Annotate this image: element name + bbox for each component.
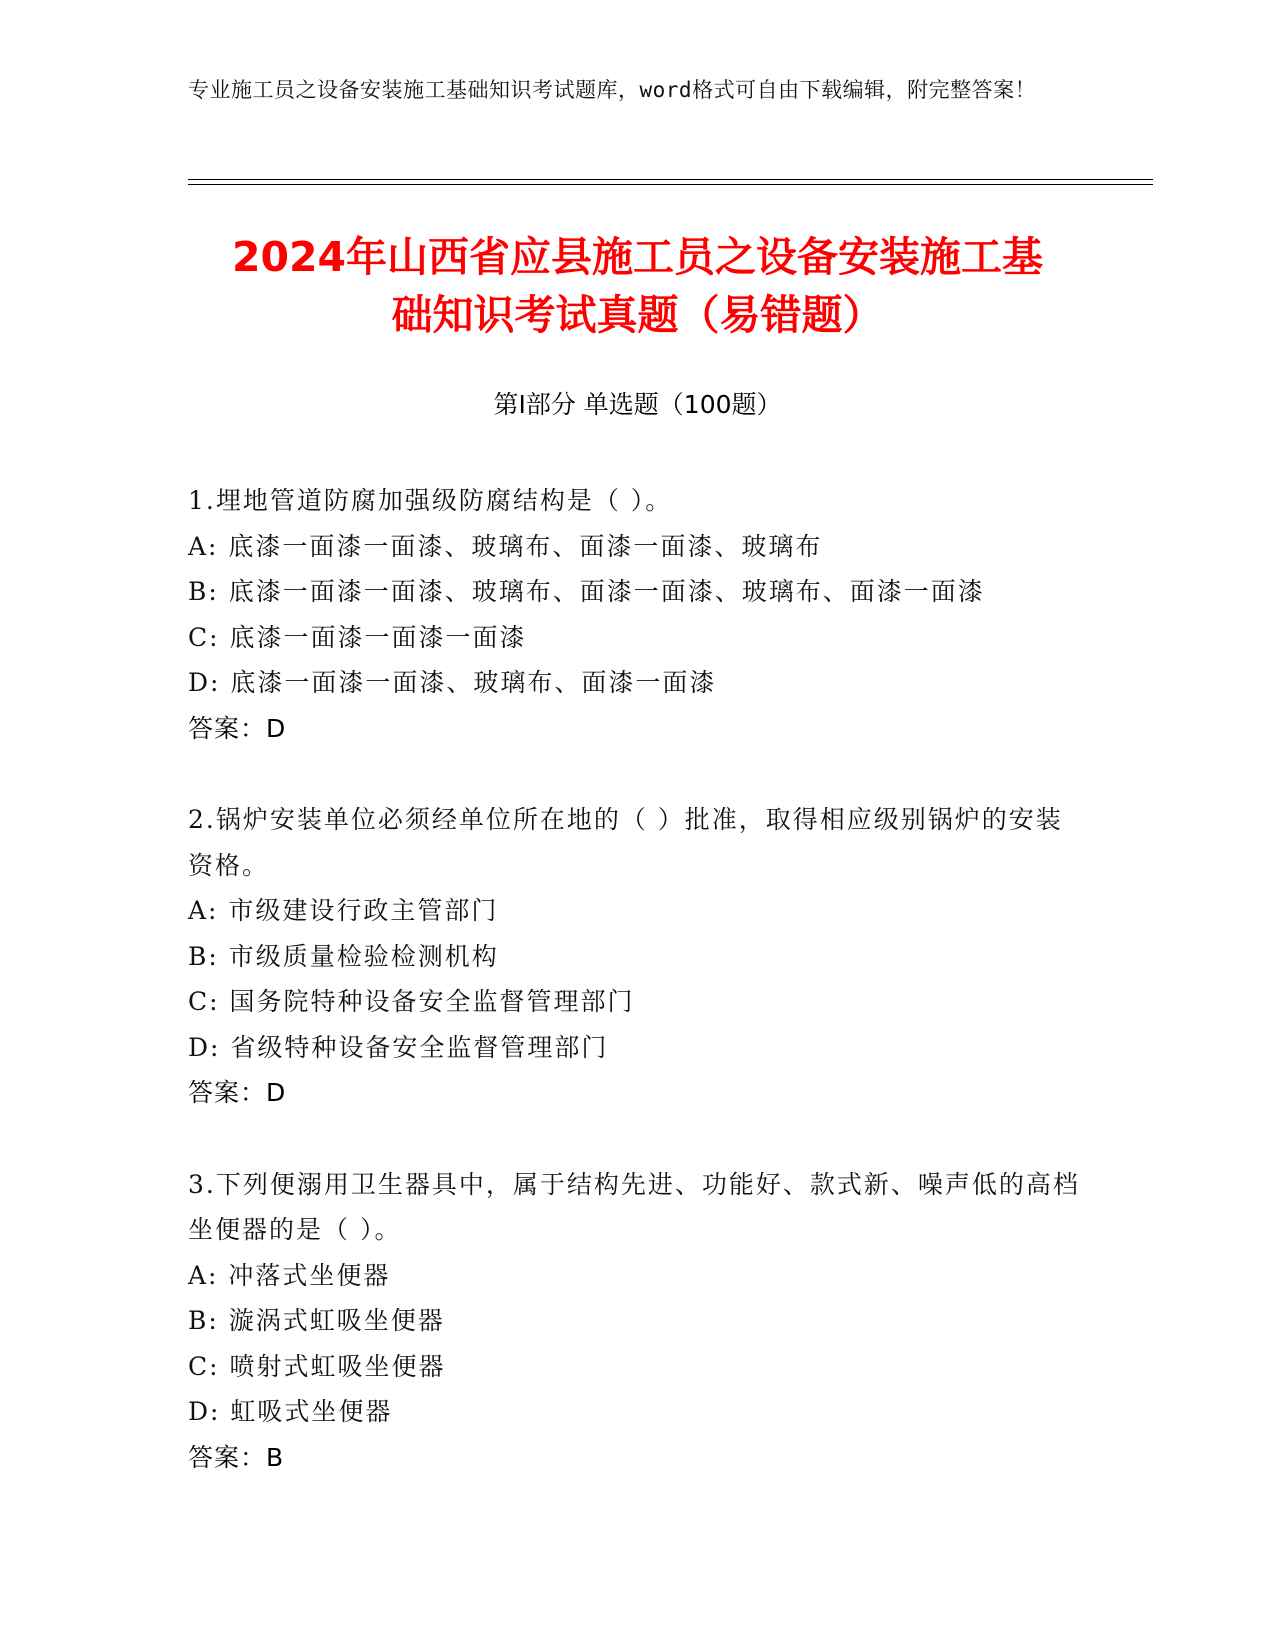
question-stem: 3.下列便溺用卫生器具中，属于结构先进、功能好、款式新、噪声低的高档坐便器的是（ ）。 bbox=[188, 1169, 1080, 1244]
question-list bbox=[188, 478, 1088, 1526]
section-title: 第Ⅰ部分 单选题（100题） bbox=[493, 390, 782, 419]
header-note: 专业施工员之设备安装施工基础知识考试题库，word格式可自由下载编辑，附完整答案！ bbox=[188, 78, 1037, 102]
question-stem: 1.埋地管道防腐加强级防腐结构是（ ）。 bbox=[188, 486, 673, 515]
question-1 bbox=[188, 478, 1088, 751]
option-b: B: 底漆一面漆一面漆、玻璃布、面漆一面漆、玻璃布、面漆一面漆 bbox=[188, 577, 985, 606]
option-a: A: 市级建设行政主管部门 bbox=[188, 896, 499, 925]
question-stem: 2.锅炉安装单位必须经单位所在地的（ ）批准，取得相应级别锅炉的安装资格。 bbox=[188, 805, 1063, 880]
document-title-line-2: 础知识考试真题（易错题） bbox=[391, 291, 884, 339]
option-d: D: 省级特种设备安全监督管理部门 bbox=[188, 1032, 609, 1062]
option-a: A: 底漆一面漆一面漆、玻璃布、面漆一面漆、玻璃布 bbox=[188, 531, 823, 561]
document-title bbox=[150, 228, 1125, 344]
answer: 答案：D bbox=[188, 1078, 287, 1107]
question-2 bbox=[188, 797, 1088, 1116]
header-rule-bottom bbox=[188, 184, 1153, 185]
option-d: D: 底漆一面漆一面漆、玻璃布、面漆一面漆 bbox=[188, 668, 717, 697]
option-c: C: 底漆一面漆一面漆一面漆 bbox=[188, 622, 527, 652]
option-b: B: 漩涡式虹吸坐便器 bbox=[188, 1306, 445, 1335]
document-title-line-1: 2024年山西省应县施工员之设备安装施工基 bbox=[231, 233, 1044, 281]
answer: 答案：B bbox=[188, 1442, 285, 1472]
header-rule-top bbox=[188, 179, 1153, 180]
option-c: C: 国务院特种设备安全监督管理部门 bbox=[188, 987, 635, 1016]
option-c: C: 喷射式虹吸坐便器 bbox=[188, 1351, 446, 1381]
option-d: D: 虹吸式坐便器 bbox=[188, 1397, 393, 1426]
option-a: A: 冲落式坐便器 bbox=[188, 1260, 391, 1290]
option-b: B: 市级质量检验检测机构 bbox=[188, 941, 499, 971]
question-3 bbox=[188, 1162, 1088, 1481]
answer: 答案：D bbox=[188, 713, 287, 743]
